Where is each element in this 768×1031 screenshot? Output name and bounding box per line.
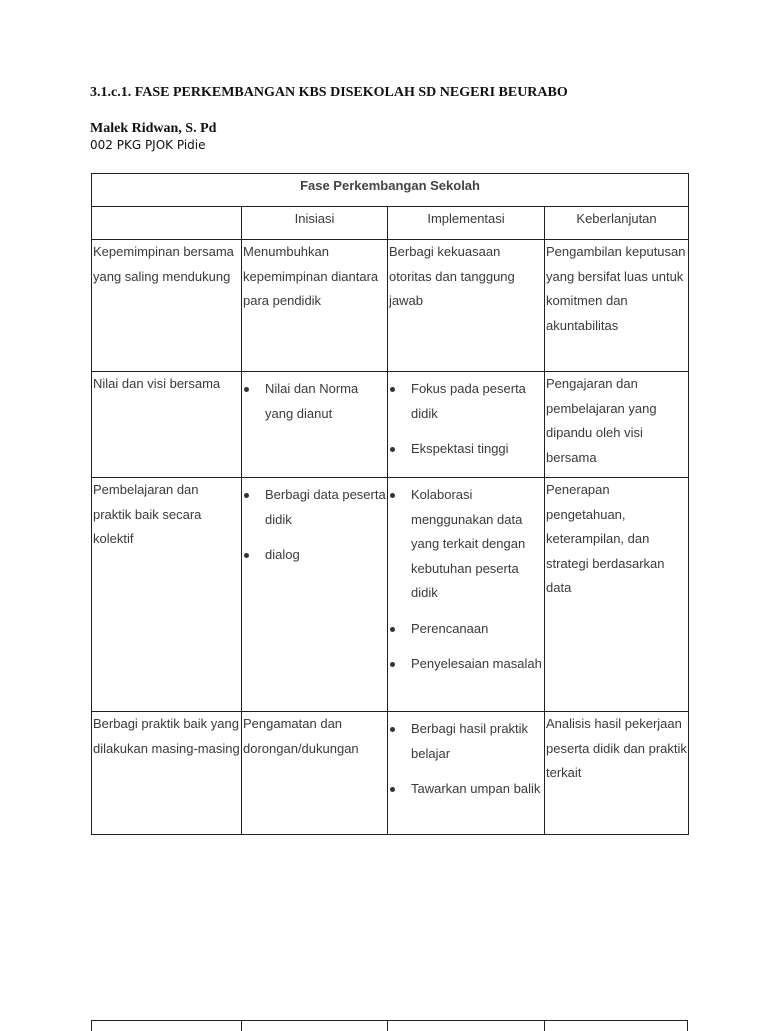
bullet-list — [389, 717, 543, 802]
cell-implementasi — [388, 712, 545, 835]
cell-keberlanjutan: Pengambilan keputusan yang bersifat luas untuk komitmen dan akuntabilitas — [545, 240, 689, 372]
bullet-list — [243, 377, 386, 426]
row-aspect: Nilai dan visi bersama — [92, 372, 242, 478]
bullet-icon — [244, 553, 249, 558]
bullet-icon — [390, 627, 395, 632]
column-header-keberlanjutan: Keberlanjutan — [545, 207, 689, 240]
cell-implementasi — [388, 372, 545, 478]
column-header-aspect — [92, 207, 242, 240]
bullet-icon — [390, 493, 395, 498]
document-heading: 3.1.c.1. FASE PERKEMBANGAN KBS DISEKOLAH SD NEGERI BEURABO — [90, 85, 568, 100]
bullet-list — [389, 483, 543, 677]
bullet-icon — [390, 447, 395, 452]
bullet-icon — [390, 662, 395, 667]
column-header-inisiasi: Inisiasi — [242, 207, 388, 240]
cell-implementasi — [388, 478, 545, 712]
table-row — [92, 372, 689, 478]
list-item: Kolaborasi menggunakan data yang terkait dengan kebutuhan peserta didik — [389, 483, 543, 606]
cell-inisiasi — [242, 372, 388, 478]
cell-inisiasi: Menumbuhkan kepemimpinan diantara para pendidik — [242, 240, 388, 372]
list-item: Nilai dan Norma yang dianut — [243, 377, 386, 426]
list-item: Berbagi hasil praktik belajar — [389, 717, 543, 766]
table-row — [92, 712, 689, 835]
bullet-icon — [390, 387, 395, 392]
table-title: Fase Perkembangan Sekolah — [92, 174, 689, 207]
list-item: Berbagi data peserta didik — [243, 483, 386, 532]
cell-keberlanjutan: Penerapan pengetahuan, keterampilan, dan strategi berdasarkan data — [545, 478, 689, 712]
table-row — [92, 240, 689, 372]
bullet-icon — [390, 727, 395, 732]
bullet-list — [243, 483, 386, 568]
phase-table — [91, 173, 689, 835]
table-title-row — [92, 174, 689, 207]
list-item: Perencanaan — [389, 617, 543, 642]
cell-implementasi: Berbagi kekuasaan otoritas dan tanggung jawab — [388, 240, 545, 372]
cell-inisiasi: Pengamatan dan dorongan/dukungan — [242, 712, 388, 835]
list-item: Ekspektasi tinggi — [389, 437, 543, 462]
bullet-icon — [390, 787, 395, 792]
table-header-row — [92, 207, 689, 240]
list-item: Penyelesaian masalah — [389, 652, 543, 677]
author-name: Malek Ridwan, S. Pd — [90, 121, 217, 136]
table-row — [92, 478, 689, 712]
list-item: dialog — [243, 543, 386, 568]
row-aspect: Pembelajaran dan praktik baik secara kolektif — [92, 478, 242, 712]
bullet-icon — [244, 387, 249, 392]
author-subtitle: 002 PKG PJOK Pidie — [90, 138, 206, 152]
bullet-icon — [244, 493, 249, 498]
row-aspect: Kepemimpinan bersama yang saling mendukung — [92, 240, 242, 372]
list-item: Fokus pada peserta didik — [389, 377, 543, 426]
row-aspect: Berbagi praktik baik yang dilakukan masing-masing — [92, 712, 242, 835]
list-item: Tawarkan umpan balik — [389, 777, 543, 802]
next-table-top-edge — [91, 1020, 688, 1031]
column-header-implementasi: Implementasi — [388, 207, 545, 240]
cell-keberlanjutan: Analisis hasil pekerjaan peserta didik dan praktik terkait — [545, 712, 689, 835]
cell-keberlanjutan: Pengajaran dan pembelajaran yang dipandu oleh visi bersama — [545, 372, 689, 478]
cell-inisiasi — [242, 478, 388, 712]
bullet-list — [389, 377, 543, 462]
